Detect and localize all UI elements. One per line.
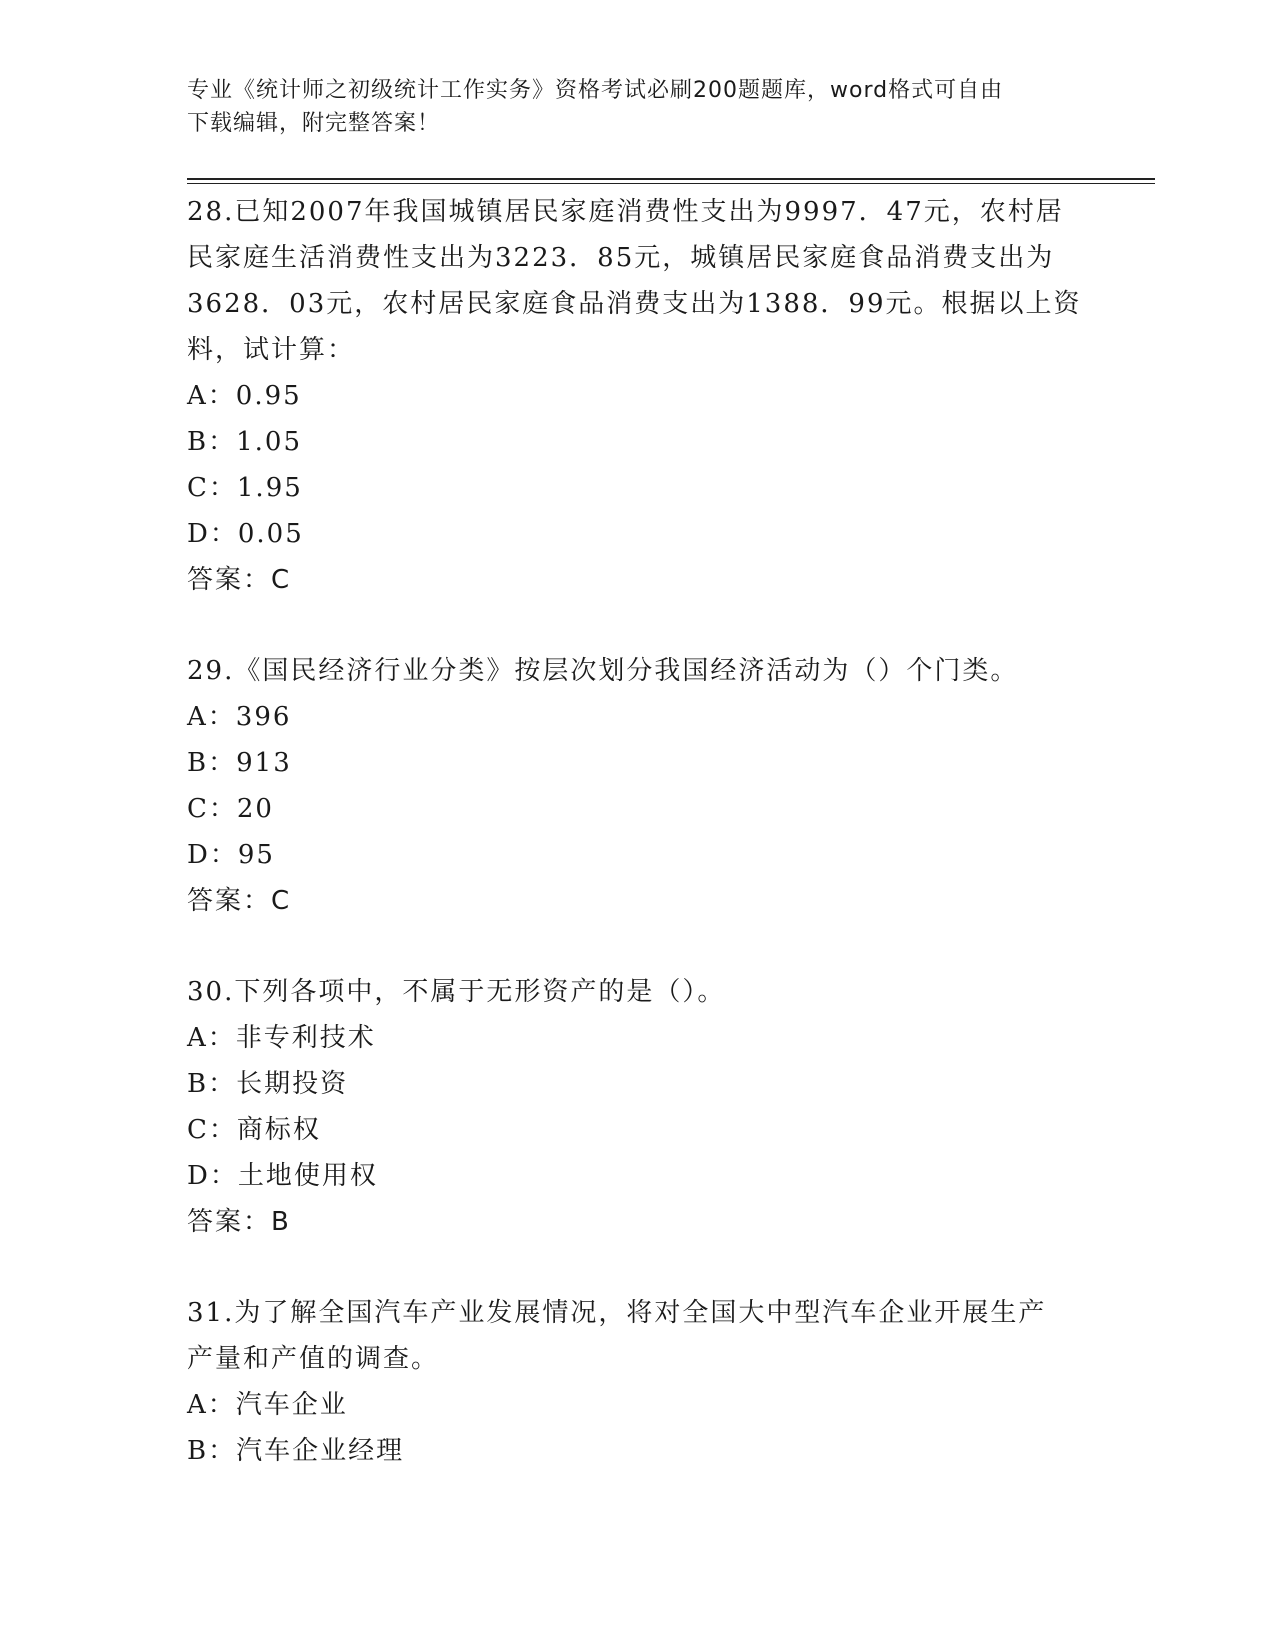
question-spacer (187, 924, 1087, 969)
option-c: C：20 (187, 794, 274, 824)
question-text-line: 29.《国民经济行业分类》按层次划分我国经济活动为（）个门类。 (187, 656, 1019, 686)
option-b: B：913 (187, 748, 292, 778)
option-a: A：非专利技术 (187, 1023, 376, 1053)
question-block (187, 189, 1087, 603)
option-a: A：396 (187, 702, 292, 732)
option-b: B：长期投资 (187, 1069, 349, 1099)
answer-line: 答案：C (187, 886, 292, 916)
question-text-line: 料，试计算： (187, 335, 356, 365)
header-divider-thin (187, 183, 1155, 184)
document-header (187, 74, 1067, 140)
option-c: C：商标权 (187, 1115, 321, 1145)
option-b: B：1.05 (187, 427, 302, 457)
option-d: D：土地使用权 (187, 1161, 378, 1191)
question-text-line: 3628．03元，农村居民家庭食品消费支出为1388．99元。根据以上资 (187, 289, 1082, 319)
header-line-2: 下载编辑，附完整答案！ (187, 111, 441, 136)
question-spacer (187, 603, 1087, 648)
option-b: B：汽车企业经理 (187, 1436, 405, 1466)
option-d: D：95 (187, 840, 275, 870)
header-line-1: 专业《统计师之初级统计工作实务》资格考试必刷200题题库，word格式可自由 (187, 78, 1004, 103)
header-divider-thick (187, 178, 1155, 180)
question-block (187, 648, 1087, 924)
option-d: D：0.05 (187, 519, 304, 549)
option-a: A：汽车企业 (187, 1390, 348, 1420)
question-text-line: 31.为了解全国汽车产业发展情况，将对全国大中型汽车企业开展生产 (187, 1298, 1047, 1328)
question-text-line: 28.已知2007年我国城镇居民家庭消费性支出为9997．47元，农村居 (187, 197, 1064, 227)
question-block (187, 1290, 1087, 1474)
question-block (187, 969, 1087, 1245)
question-spacer (187, 1245, 1087, 1290)
question-text-line: 30.下列各项中，不属于无形资产的是（）。 (187, 977, 726, 1007)
option-a: A：0.95 (187, 381, 302, 411)
question-list (187, 189, 1087, 1474)
answer-line: 答案：B (187, 1207, 291, 1237)
answer-line: 答案：C (187, 565, 292, 595)
question-text-line: 产量和产值的调查。 (187, 1344, 440, 1374)
option-c: C：1.95 (187, 473, 303, 503)
question-text-line: 民家庭生活消费性支出为3223．85元，城镇居民家庭食品消费支出为 (187, 243, 1055, 273)
